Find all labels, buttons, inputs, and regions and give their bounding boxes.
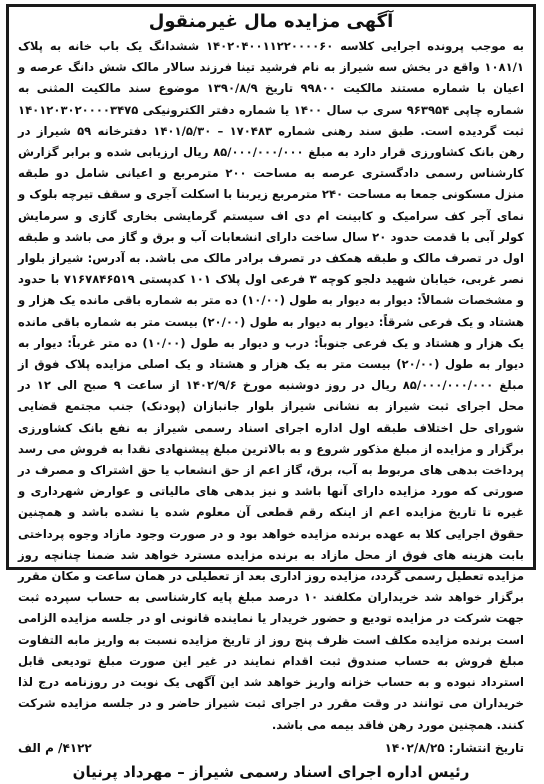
signature-line: رئیس اداره اجرای اسناد رسمی شیراز – مهرداد پرنیان: [72, 762, 470, 781]
publish-date: تاریخ انتشار: ۱۴۰۲/۸/۲۵: [384, 740, 524, 755]
auction-notice: [6, 4, 536, 781]
reference-code: ۴۱۲۲/ م الف: [18, 740, 92, 755]
notice-body: به موجب پرونده اجرایی کلاسه ۱۴۰۲۰۴۰۰۱۱۲۲۰۰۰۰۶۰ ششدانگ یک باب خانه به پلاک ۱۰۸۱/۱ واقع در بخش سه شیراز به نام فرشید تینا فرزند سالار مالک شش دانگ عرصه و اعیان با شماره مستند مالکیت ۹۹۸۰۰ تاریخ ۱۳۹۰/۸/۹ موضوع سند مالکیت المثنی به شماره چاپی ۹۶۳۹۵۴ سری ب سال ۱۴۰۰ یا شماره دفتر الکترونیکی ۱۴۰۱۲۰۳۰۲۰۰۰۰۳۴۷۵ ثبت گردیده است. طبق سند رهنی شماره ۱۷۰۴۸۳ – ۱۴۰۱/۵/۳۰ دفترخانه ۵۹ شیراز در رهن بانک کشاورزی قرار دارد به مبلغ ۸۵/۰۰۰/۰۰۰/۰۰۰ ریال ارزیابی شده و برابر گزارش کارشناس رسمی دادگستری عرصه به مساحت ۲۰۰ مترمربع و اعیانی شامل دو طبقه منزل مسکونی جمعا به مساحت ۲۴۰ مترمربع زیربنا با اسکلت آجری و سقف تیرچه بلوک و نمای آجر کف سرامیک و کابینت ام دی اف سیستم گرمایشی بخاری گازی و سرمایش کولر آبی با قدمت حدود ۲۰ سال ساخت دارای انشعابات آب و برق و گاز می باشد و طبقه اول در تصرف مالک و طبقه همکف در تصرف برادر مالک می باشد. به آدرس: شیراز بلوار نصر غربی، خیابان شهید دلجو کوچه ۳ فرعی اول پلاک ۱۰۱ کدپستی ۷۱۶۷۸۴۶۵۱۹ با حدود و مشخصات شمالاً: دیوار به دیوار به طول (۱۰/۰۰) ده متر به شماره باقی مانده یک هزار و هشتاد و یک فرعی شرقاً: دیوار به دیوار به طول (۲۰/۰۰) بیست متر به شماره باقی مانده یک هزار و هشتاد و یک فرعی جنوباً: درب و دیوار به طول (۱۰/۰۰) ده متر غرباً: دیوار به دیوار به طول (۲۰/۰۰) بیست متر به یک هزار و هشتاد و یک اصلی مزایده پلاک فوق از مبلغ ۸۵/۰۰۰/۰۰۰/۰۰۰ ریال در روز دوشنبه مورخ ۱۴۰۲/۹/۶ از ساعت ۹ صبح الی ۱۲ در محل اجرای ثبت شیراز به نشانی شیراز بلوار جانبازان (پودنک) جنب مجتمع قضایی شورای حل اختلاف طبقه اول اداره اجرای اسناد رسمی شیراز به نفع بانک کشاورزی برگزار و مزایده از مبلغ مذکور شروع و به بالاترین مبلغ پیشنهادی نقدا به فروش می رسد پرداخت بدهی های مربوط به آب، برق، گاز اعم از حق انشعاب یا حق اشتراک و مصرف در صورتی که مورد مزایده دارای آنها باشد و نیز بدهی های مالیاتی و عوارض شهرداری و غیره تا تاریخ مزایده اعم از اینکه رقم قطعی آن معلوم شده یا نشده باشد و همچنین حقوق اجرایی کلا به عهده برنده مزایده خواهد بود و در صورت وجود مازاد وجوه پرداختی بابت هزینه های فوق از محل مازاد به برنده مزایده مسترد خواهد شد ضمنا چنانچه روز مزایده تعطیل رسمی گردد، مزایده روز اداری بعد از تعطیلی در همان ساعت و مکان مقرر برگزار خواهد شد خریداران مکلفند ۱۰ درصد مبلغ پایه کارشناسی به حساب سپرده ثبت جهت شرکت در مزایده تودیع و حضور خریدار یا نماینده قانونی او در جلسه مزایده الزامی است برنده مزایده مکلف است ظرف پنج روز از تاریخ مزایده نسبت به واریز مابه التفاوت مبلغ فروش به حساب صندوق ثبت اقدام نمایند در غیر این صورت مبلغ تودیعی قابل استرداد نبوده و به حساب خزانه واریز خواهد شد این آگهی یک نوبت در روزنامه درج لذا خریداران می توانند در وقت مقرر در اجرای ثبت شیراز حاضر و در جلسه مزایده شرکت کنند. همچنین مورد رهن فاقد بیمه می باشد.: [18, 39, 525, 732]
notice-title: آگهی مزایده مال غیرمنقول: [148, 11, 394, 32]
notice-footer: [18, 738, 524, 758]
